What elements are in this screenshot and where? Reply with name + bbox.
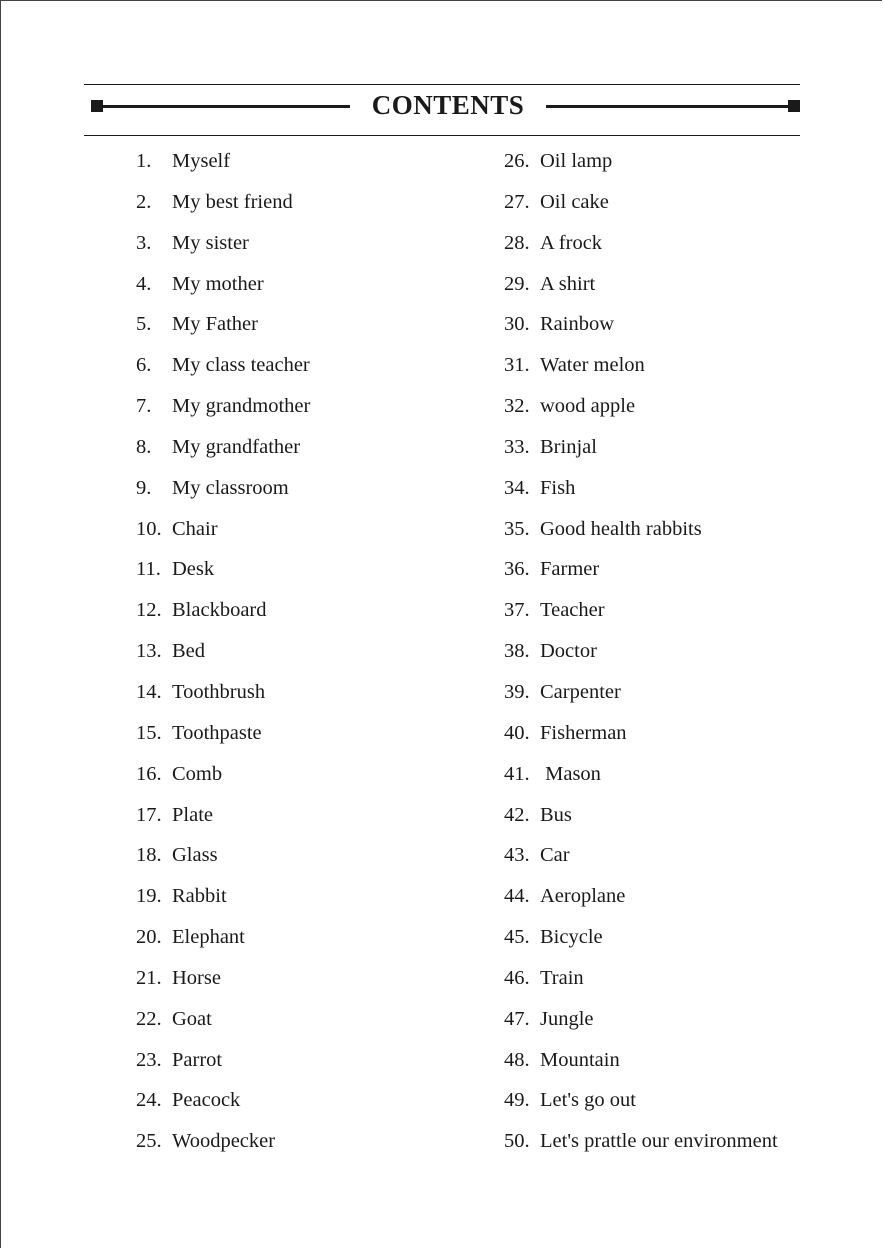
contents-entry[interactable] <box>136 386 476 427</box>
contents-entry[interactable] <box>504 141 834 182</box>
entry-title: My grandmother <box>172 395 311 418</box>
entry-number: 32. <box>504 395 530 418</box>
left-title-rule <box>92 105 350 108</box>
entry-number: 46. <box>504 966 530 989</box>
contents-entry[interactable] <box>504 223 834 264</box>
entry-number: 9. <box>136 476 152 499</box>
contents-entry[interactable] <box>136 590 476 631</box>
entry-title: Let's prattle our environment <box>540 1130 778 1153</box>
contents-entry[interactable] <box>136 754 476 795</box>
entry-title: Let's go out <box>540 1089 636 1112</box>
contents-entry[interactable] <box>136 304 476 345</box>
contents-entry[interactable] <box>136 549 476 590</box>
entry-number: 8. <box>136 435 152 458</box>
entry-number: 20. <box>136 926 162 949</box>
contents-entry[interactable] <box>504 549 834 590</box>
contents-entry[interactable] <box>504 590 834 631</box>
contents-entry[interactable] <box>136 1121 476 1162</box>
entry-number: 5. <box>136 313 152 336</box>
contents-entry[interactable] <box>136 345 476 386</box>
contents-entry[interactable] <box>504 958 834 999</box>
entry-number: 38. <box>504 640 530 663</box>
contents-entry[interactable] <box>136 1080 476 1121</box>
entry-number: 50. <box>504 1130 530 1153</box>
entry-number: 40. <box>504 721 530 744</box>
header-bottom-rule <box>84 135 800 136</box>
entry-title: Horse <box>172 966 221 989</box>
entry-number: 33. <box>504 435 530 458</box>
entry-title: My Father <box>172 313 258 336</box>
entry-title: Toothbrush <box>172 680 266 703</box>
contents-entry[interactable] <box>136 223 476 264</box>
contents-entry[interactable] <box>136 427 476 468</box>
entry-number: 21. <box>136 966 162 989</box>
entry-title: My sister <box>172 231 249 254</box>
contents-entry[interactable] <box>136 182 476 223</box>
entry-number: 2. <box>136 190 152 213</box>
contents-entry[interactable] <box>504 509 834 550</box>
entry-number: 24. <box>136 1089 162 1112</box>
contents-entry[interactable] <box>136 141 476 182</box>
entry-title: Carpenter <box>540 680 621 703</box>
entry-title: Fish <box>540 476 576 499</box>
contents-entry[interactable] <box>136 509 476 550</box>
entry-title: Toothpaste <box>172 721 262 744</box>
entry-title: My grandfather <box>172 435 301 458</box>
entry-title: Mason <box>540 762 601 785</box>
entry-title: Jungle <box>540 1007 594 1030</box>
contents-entry[interactable] <box>136 631 476 672</box>
entry-number: 29. <box>504 272 530 295</box>
entry-number: 48. <box>504 1048 530 1071</box>
right-title-rule <box>546 105 790 108</box>
contents-entry[interactable] <box>136 795 476 836</box>
entry-number: 17. <box>136 803 162 826</box>
contents-entry[interactable] <box>504 1080 834 1121</box>
entry-number: 18. <box>136 844 162 867</box>
right-square-ornament <box>788 100 800 112</box>
entry-number: 4. <box>136 272 152 295</box>
entry-number: 14. <box>136 680 162 703</box>
entry-title: Bed <box>172 640 206 663</box>
entry-title: Bus <box>540 803 572 826</box>
contents-entry[interactable] <box>504 917 834 958</box>
entry-title: Plate <box>172 803 213 826</box>
entry-title: Brinjal <box>540 435 597 458</box>
entry-title: Good health rabbits <box>540 517 702 540</box>
entry-number: 34. <box>504 476 530 499</box>
entry-title: A frock <box>540 231 603 254</box>
entry-number: 27. <box>504 190 530 213</box>
contents-entry[interactable] <box>504 631 834 672</box>
entry-title: Chair <box>172 517 218 540</box>
entry-number: 42. <box>504 803 530 826</box>
entry-title: Bicycle <box>540 926 603 949</box>
entry-title: My mother <box>172 272 264 295</box>
contents-entry[interactable] <box>504 468 834 509</box>
contents-entry[interactable] <box>136 876 476 917</box>
entry-number: 44. <box>504 885 530 908</box>
entry-number: 16. <box>136 762 162 785</box>
entry-number: 36. <box>504 558 530 581</box>
contents-entry[interactable] <box>504 345 834 386</box>
entry-number: 1. <box>136 150 152 172</box>
entry-number: 28. <box>504 231 530 254</box>
contents-entry[interactable] <box>504 835 834 876</box>
entry-title: Fisherman <box>540 721 627 744</box>
entry-title: Doctor <box>540 640 597 663</box>
entry-title: wood apple <box>540 395 636 418</box>
contents-entry[interactable] <box>136 958 476 999</box>
entry-title: Desk <box>172 558 215 581</box>
contents-entry[interactable] <box>504 876 834 917</box>
entry-number: 35. <box>504 517 530 540</box>
entry-number: 41. <box>504 762 530 785</box>
contents-entry[interactable] <box>504 999 834 1040</box>
contents-entry[interactable] <box>504 1040 834 1081</box>
entry-title: Aeroplane <box>540 885 626 908</box>
entry-title: Rabbit <box>172 885 227 908</box>
entry-title: Woodpecker <box>172 1130 276 1153</box>
entry-title: Water melon <box>540 354 645 377</box>
contents-entry[interactable] <box>504 713 834 754</box>
contents-entry[interactable] <box>136 1040 476 1081</box>
entry-title: Elephant <box>172 926 245 949</box>
entry-number: 45. <box>504 926 530 949</box>
contents-entry[interactable] <box>504 754 834 795</box>
contents-entry[interactable] <box>136 999 476 1040</box>
entry-title: Glass <box>172 844 218 867</box>
entry-title: Rainbow <box>540 313 615 336</box>
entry-title: Train <box>540 966 584 989</box>
entry-title: My classroom <box>172 476 289 499</box>
entry-number: 43. <box>504 844 530 867</box>
entry-number: 12. <box>136 599 162 622</box>
entry-title: Car <box>540 844 570 867</box>
contents-entry[interactable] <box>136 672 476 713</box>
entry-number: 26. <box>504 150 530 172</box>
contents-entry[interactable] <box>504 264 834 305</box>
contents-entry[interactable] <box>136 264 476 305</box>
entry-title: Oil lamp <box>540 150 613 172</box>
entry-title: Parrot <box>172 1048 223 1071</box>
entry-title: Peacock <box>172 1089 241 1112</box>
contents-entry[interactable] <box>136 468 476 509</box>
entry-title: Farmer <box>540 558 600 581</box>
entry-number: 15. <box>136 721 162 744</box>
entry-number: 22. <box>136 1007 162 1030</box>
entry-title: A shirt <box>540 272 596 295</box>
entry-number: 19. <box>136 885 162 908</box>
entry-number: 11. <box>136 558 161 581</box>
entry-number: 49. <box>504 1089 530 1112</box>
contents-entry[interactable] <box>504 386 834 427</box>
contents-entry[interactable] <box>504 304 834 345</box>
contents-entry[interactable] <box>136 713 476 754</box>
entry-title: Goat <box>172 1007 212 1030</box>
entry-number: 23. <box>136 1048 162 1071</box>
entry-number: 3. <box>136 231 152 254</box>
entry-number: 6. <box>136 354 152 377</box>
entry-number: 10. <box>136 517 162 540</box>
contents-entry[interactable] <box>504 182 834 223</box>
contents-entry[interactable] <box>136 835 476 876</box>
entry-title: Oil cake <box>540 190 609 213</box>
contents-entry[interactable] <box>504 672 834 713</box>
header-top-rule <box>84 84 800 85</box>
contents-entry[interactable] <box>504 427 834 468</box>
page-title: CONTENTS <box>371 90 525 120</box>
contents-entry[interactable] <box>136 917 476 958</box>
entry-number: 13. <box>136 640 162 663</box>
entry-number: 39. <box>504 680 530 703</box>
entry-title: My best friend <box>172 190 293 213</box>
entry-number: 7. <box>136 395 152 418</box>
contents-list-right <box>504 141 834 1162</box>
entry-title: Teacher <box>540 599 605 622</box>
contents-entry[interactable] <box>504 1121 834 1162</box>
entry-title: Myself <box>172 150 231 172</box>
entry-number: 31. <box>504 354 530 377</box>
entry-title: Mountain <box>540 1048 620 1071</box>
entry-number: 30. <box>504 313 530 336</box>
contents-list-left <box>136 141 476 1162</box>
contents-header <box>84 84 800 136</box>
entry-title: Blackboard <box>172 599 267 622</box>
entry-number: 25. <box>136 1130 162 1153</box>
entry-title: My class teacher <box>172 354 310 377</box>
entry-number: 47. <box>504 1007 530 1030</box>
entry-title: Comb <box>172 762 223 785</box>
entry-number: 37. <box>504 599 530 622</box>
contents-entry[interactable] <box>504 795 834 836</box>
